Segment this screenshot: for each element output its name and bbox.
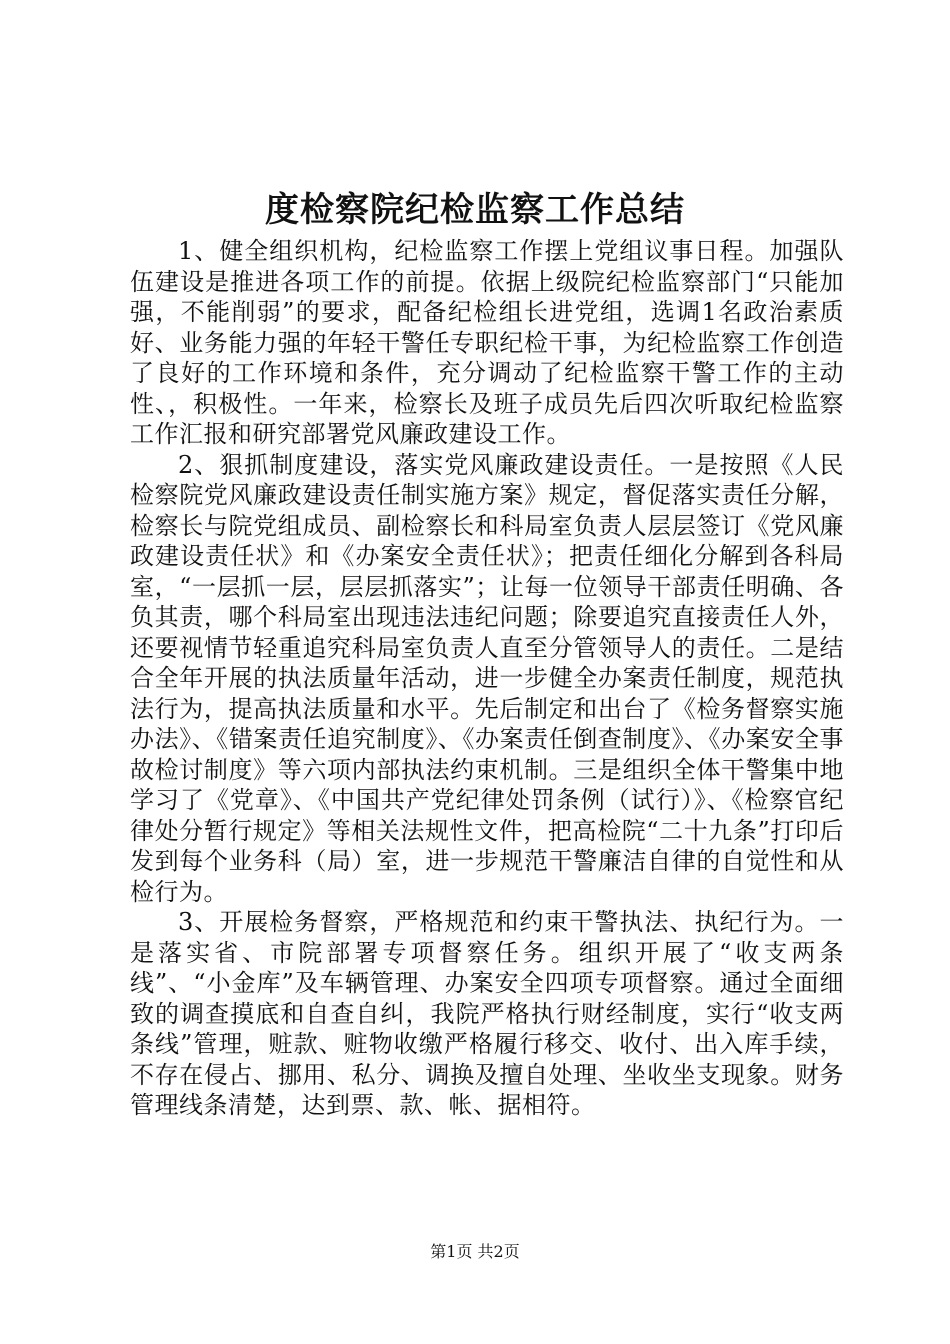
page-footer: 第1页 共2页: [430, 1242, 520, 1261]
document-title: 度检察院纪检监察工作总结: [265, 190, 685, 230]
paragraph-2: 2、狠抓制度建设，落实党风廉政建设责任。一是按照《人民检察院党风廉政建设责任制实施方案》规定，督促落实责任分解，检察长与院党组成员、副检察长和科局室负责人层层签订《党风廉政建设责任状》和《办案安全责任状》；把责任细化分解到各科局室，“一层抓一层，层层抓落实”；让每一位领导干部责任明确、各负其责，哪个科局室出现违法违纪问题；除要追究直接责任人外，还要视情节轻重追究科局室负责人直至分管领导人的责任。二是结合全年开展的执法质量年活动，进一步健全办案责任制度，规范执法行为，提高执法质量和水平。先后制定和出台了《检务督察实施办法》、《错案责任追究制度》、《办案责任倒查制度》、《办案安全事故检讨制度》等六项内部执法约束机制。三是组织全体干警集中地学习了《党章》、《中国共产党纪律处罚条例（试行）》、《检察官纪律处分暂行规定》等相关法规性文件，把高检院“二十九条”打印后发到每个业务科（局）室，进一步规范干警廉洁自律的自觉性和从检行为。: [130, 450, 844, 906]
document-body: [130, 236, 844, 1121]
paragraph-3: 3、开展检务督察，严格规范和约束干警执法、执纪行为。一是落实省、市院部署专项督察任务。组织开展了“收支两条线”、“小金库”及车辆管理、办案安全四项专项督察。通过全面细致的调查摸底和自查自纠，我院严格执行财经制度，实行“收支两条线”管理，赃款、赃物收缴严格履行移交、收付、出入库手续，不存在侵占、挪用、私分、调换及擅自处理、坐收坐支现象。财务管理线条清楚，达到票、款、帐、据相符。: [130, 908, 844, 1119]
paragraph-1: 1、健全组织机构，纪检监察工作摆上党组议事日程。加强队伍建设是推进各项工作的前提。依据上级院纪检监察部门“只能加强，不能削弱”的要求，配备纪检组长进党组，选调1名政治素质好、业务能力强的年轻干警任专职纪检干事，为纪检监察工作创造了良好的工作环境和条件，充分调动了纪检监察干警工作的主动性、，积极性。一年来，检察长及班子成员先后四次听取纪检监察工作汇报和研究部署党风廉政建设工作。: [130, 237, 844, 448]
